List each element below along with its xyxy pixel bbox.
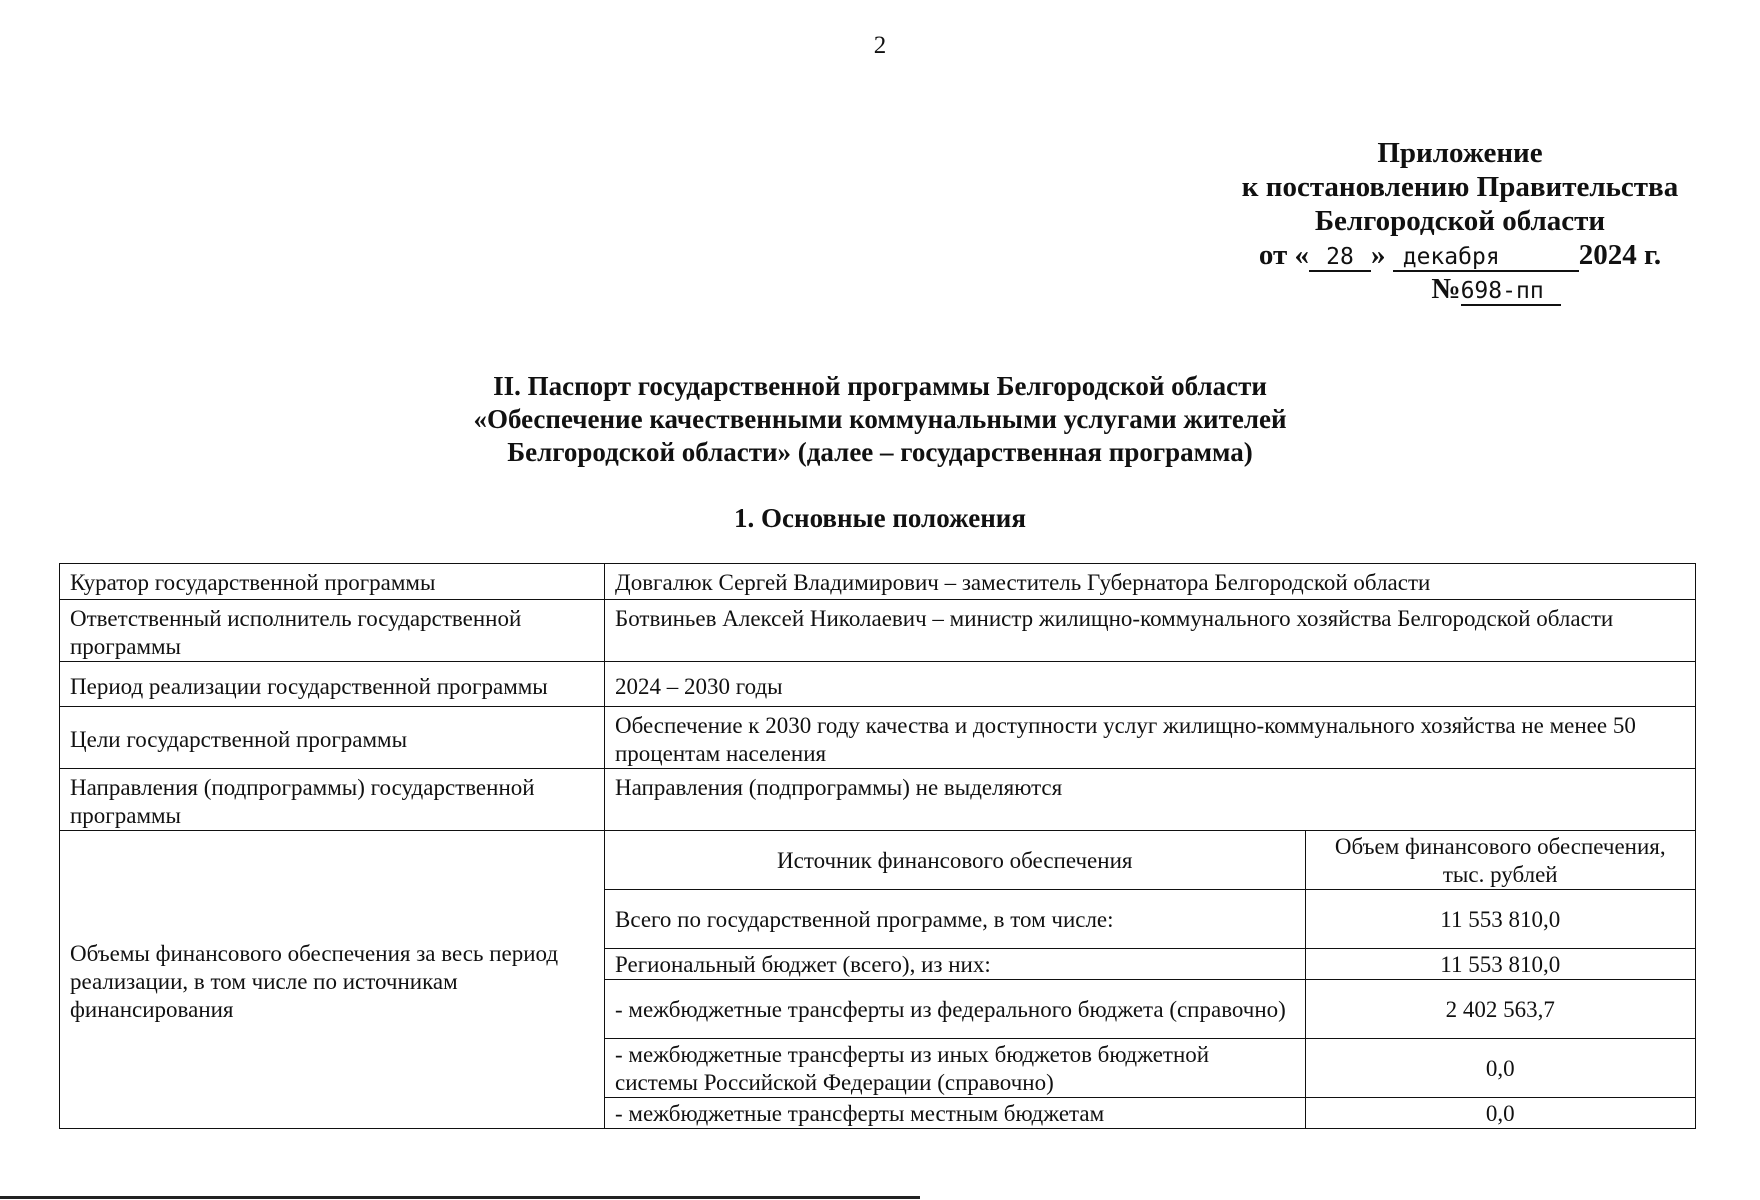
row-label: Направления (подпрограммы) государственной программы xyxy=(60,769,605,831)
finance-row xyxy=(605,1098,1695,1129)
approval-date-line xyxy=(1220,238,1700,272)
approval-number-line xyxy=(1220,272,1700,306)
finance-header-row xyxy=(605,831,1695,890)
date-mid: » xyxy=(1370,239,1386,271)
finance-amount: 11 553 810,0 xyxy=(1305,890,1695,949)
finance-cell xyxy=(605,831,1696,1129)
finance-source: - межбюджетные трансферты из федерального бюджета (справочно) xyxy=(605,980,1305,1039)
date-day: 28 xyxy=(1309,245,1371,272)
row-label: Ответственный исполнитель государственной программы xyxy=(60,600,605,662)
row-label: Период реализации государственной программы xyxy=(60,662,605,707)
approval-title: Приложение xyxy=(1377,137,1543,169)
row-value: Направления (подпрограммы) не выделяются xyxy=(605,769,1696,831)
page-number: 2 xyxy=(873,32,887,59)
finance-table xyxy=(605,831,1695,1128)
approval-decree-line: к постановлению Правительства xyxy=(1241,171,1679,203)
table-row xyxy=(60,662,1696,707)
finance-row xyxy=(605,980,1695,1039)
subsection-title: 1. Основные положения xyxy=(734,503,1026,533)
finance-row xyxy=(605,1039,1695,1098)
table-row xyxy=(60,831,1696,1129)
row-value: Обеспечение к 2030 году качества и доступности услуг жилищно-коммунального хозяйства не менее 50 процентам населения xyxy=(605,707,1696,769)
footer-rule xyxy=(0,1196,920,1199)
finance-header-amount: Объем финансового обеспечения, тыс. рублей xyxy=(1305,831,1695,890)
date-month: декабря xyxy=(1393,245,1579,272)
finance-label: Объемы финансового обеспечения за весь период реализации, в том числе по источникам финансирования xyxy=(60,831,605,1129)
table-row xyxy=(60,707,1696,769)
row-label: Цели государственной программы xyxy=(60,707,605,769)
finance-row xyxy=(605,949,1695,980)
number-prefix: № xyxy=(1431,273,1461,305)
table-row xyxy=(60,769,1696,831)
finance-header-source: Источник финансового обеспечения xyxy=(605,831,1305,890)
row-label: Куратор государственной программы xyxy=(60,564,605,600)
date-prefix: от « xyxy=(1258,239,1309,271)
finance-source: - межбюджетные трансферты из иных бюджетов бюджетной системы Российской Федерации (справочно) xyxy=(605,1039,1305,1098)
table-row xyxy=(60,600,1696,662)
decree-number: 698-пп xyxy=(1461,279,1561,306)
finance-source: - межбюджетные трансферты местным бюджетам xyxy=(605,1098,1305,1129)
row-value: Довгалюк Сергей Владимирович – заместитель Губернатора Белгородской области xyxy=(605,564,1696,600)
approval-block xyxy=(1220,136,1700,306)
table-row xyxy=(60,564,1696,600)
finance-amount: 0,0 xyxy=(1305,1039,1695,1098)
section-title-line-2: «Обеспечение качественными коммунальными услугами жителей xyxy=(473,404,1287,434)
section-title-line-1: II. Паспорт государственной программы Белгородской области xyxy=(493,371,1267,401)
approval-region-line: Белгородской области xyxy=(1314,205,1606,237)
finance-amount: 2 402 563,7 xyxy=(1305,980,1695,1039)
finance-source: Региональный бюджет (всего), из них: xyxy=(605,949,1305,980)
finance-amount: 0,0 xyxy=(1305,1098,1695,1129)
section-title-line-3: Белгородской области» (далее – государственная программа) xyxy=(507,437,1253,467)
passport-table xyxy=(59,563,1696,1129)
finance-source: Всего по государственной программе, в том числе: xyxy=(605,890,1305,949)
date-year: 2024 г. xyxy=(1578,239,1662,271)
row-value: 2024 – 2030 годы xyxy=(605,662,1696,707)
finance-amount: 11 553 810,0 xyxy=(1305,949,1695,980)
row-value: Ботвиньев Алексей Николаевич – министр жилищно-коммунального хозяйства Белгородской области xyxy=(605,600,1696,662)
finance-row xyxy=(605,890,1695,949)
section-title xyxy=(0,370,1760,469)
